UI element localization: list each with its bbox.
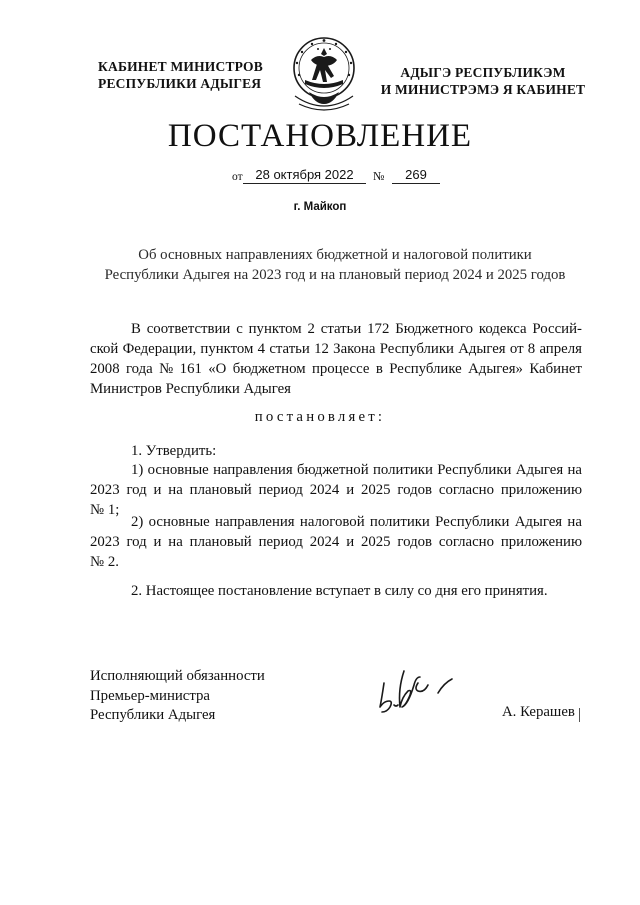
word: с (236, 321, 243, 337)
word: кодекса (478, 321, 527, 337)
word: пунктом (200, 341, 254, 357)
word: политики (369, 514, 430, 530)
word: направления (213, 462, 293, 478)
position-line: Исполняющий обязанности (90, 668, 265, 684)
date-prefix: от (232, 171, 243, 183)
word: апреля (539, 341, 582, 357)
document-number: 269 (405, 167, 427, 182)
word: 2024 (309, 482, 340, 498)
decree-word: постановляет: (254, 409, 386, 425)
preamble-line: Министров Республики Адыгея (90, 381, 291, 397)
word: на (567, 462, 582, 478)
word: соответствии (146, 321, 231, 337)
word: Республики (435, 514, 510, 530)
word: бюджетном (232, 361, 306, 377)
word: год (126, 482, 147, 498)
word: Адыгея (514, 514, 563, 530)
issuer-line: И МИНИСТРЭМЭ Я КАБИНЕТ (380, 82, 586, 97)
document-date: 28 октября 2022 (255, 167, 354, 182)
item-line (90, 532, 582, 552)
item-line: № 2. (90, 554, 119, 570)
word: на (567, 514, 582, 530)
issuer-line: АДЫГЭ РЕСПУБЛИКЭМ (400, 65, 566, 80)
word: период (258, 482, 303, 498)
issuer-name-adyghe (373, 64, 593, 98)
word: 1) (131, 462, 144, 478)
word: на (168, 482, 183, 498)
signer-name: А. Керашев (502, 704, 575, 720)
word: налоговой (299, 514, 365, 530)
word: и (153, 534, 162, 550)
word: согласно (438, 482, 494, 498)
item-approve (90, 441, 582, 461)
word: политики (372, 462, 433, 478)
word: 172 (367, 321, 390, 337)
word: 2 (307, 321, 315, 337)
item-approve-text: 1. Утвердить: (131, 443, 217, 459)
item-line (90, 512, 582, 532)
document-city: г. Майкоп (293, 201, 347, 213)
word: процессе (311, 361, 370, 377)
word: Республики (379, 341, 454, 357)
issuer-name-russian (98, 58, 278, 92)
item-tax-policy (90, 512, 582, 572)
word: Адыгея (515, 462, 564, 478)
date-number-row (0, 167, 640, 187)
item-line (90, 460, 582, 480)
handwritten-signature (372, 663, 472, 723)
word: 2025 (360, 482, 391, 498)
word: 8 (527, 341, 536, 357)
word: ской (90, 341, 119, 357)
word: 2) (131, 514, 144, 530)
word: год (126, 534, 147, 550)
subject-line: Об основных направлениях бюджетной и налоговой политики (138, 247, 532, 263)
word: годов (397, 534, 433, 550)
word: Кабинет (529, 361, 582, 377)
word: направления (215, 514, 295, 530)
word: и (346, 482, 355, 498)
word: 2025 (360, 534, 391, 550)
word: статьи (269, 341, 310, 357)
preamble-line (90, 359, 582, 379)
word: период (258, 534, 303, 550)
word: статьи (320, 321, 362, 337)
word: № (159, 361, 174, 377)
word: года (125, 361, 153, 377)
word: бюджетной (296, 462, 369, 478)
word: 2008 (90, 361, 120, 377)
word: 2023 (90, 482, 120, 498)
margin-mark (579, 708, 583, 722)
word: 2024 (309, 534, 340, 550)
word: и (153, 482, 162, 498)
word: Республики (437, 462, 512, 478)
word: Закона (333, 341, 376, 357)
item-effective-text: 2. Настоящее постановление вступает в силу со дня его принятия. (131, 583, 548, 599)
issuer-line: РЕСПУБЛИКИ АДЫГЕЯ (98, 76, 262, 91)
document-title: ПОСТАНОВЛЕНИЕ (167, 118, 473, 154)
word: основные (147, 462, 209, 478)
word: в (375, 361, 383, 377)
word: плановый (189, 482, 252, 498)
preamble-paragraph (90, 319, 582, 399)
word: приложению (500, 534, 582, 550)
word: и (346, 534, 355, 550)
number-prefix: № (373, 169, 385, 183)
document-subject (90, 245, 580, 285)
position-line: Республики Адыгея (90, 707, 216, 723)
item-budget-policy (90, 460, 582, 520)
preamble-line (90, 339, 582, 359)
word: Адыгея» (468, 361, 523, 377)
word: 12 (314, 341, 329, 357)
word: годов (397, 482, 433, 498)
word: пунктом (248, 321, 302, 337)
position-line: Премьер-министра (90, 687, 210, 704)
item-line (90, 480, 582, 500)
word: согласно (438, 534, 494, 550)
word: приложению (500, 482, 582, 498)
word: плановый (189, 534, 252, 550)
word: Россий- (532, 321, 582, 337)
republic-adygea-emblem-icon (287, 34, 361, 114)
word: В (131, 321, 141, 337)
subject-line: Республики Адыгея на 2023 год и на плановый период 2024 и 2025 годов (104, 267, 566, 283)
signer-position (90, 667, 265, 726)
word: Бюджетного (395, 321, 474, 337)
word: на (168, 534, 183, 550)
word: основные (148, 514, 210, 530)
date-underline (243, 183, 366, 184)
item-effective (90, 581, 582, 601)
word: Республике (389, 361, 462, 377)
word: Федерации, (122, 341, 197, 357)
preamble-line (90, 319, 582, 339)
word: Адыгея (458, 341, 506, 357)
word: «О (208, 361, 227, 377)
item-line: № 1; (90, 502, 120, 518)
word: 161 (179, 361, 202, 377)
issuer-line: КАБИНЕТ МИНИСТРОВ (98, 59, 263, 74)
number-underline (392, 183, 440, 184)
word: от (509, 341, 524, 357)
word: 2023 (90, 534, 120, 550)
word: 4 (257, 341, 266, 357)
